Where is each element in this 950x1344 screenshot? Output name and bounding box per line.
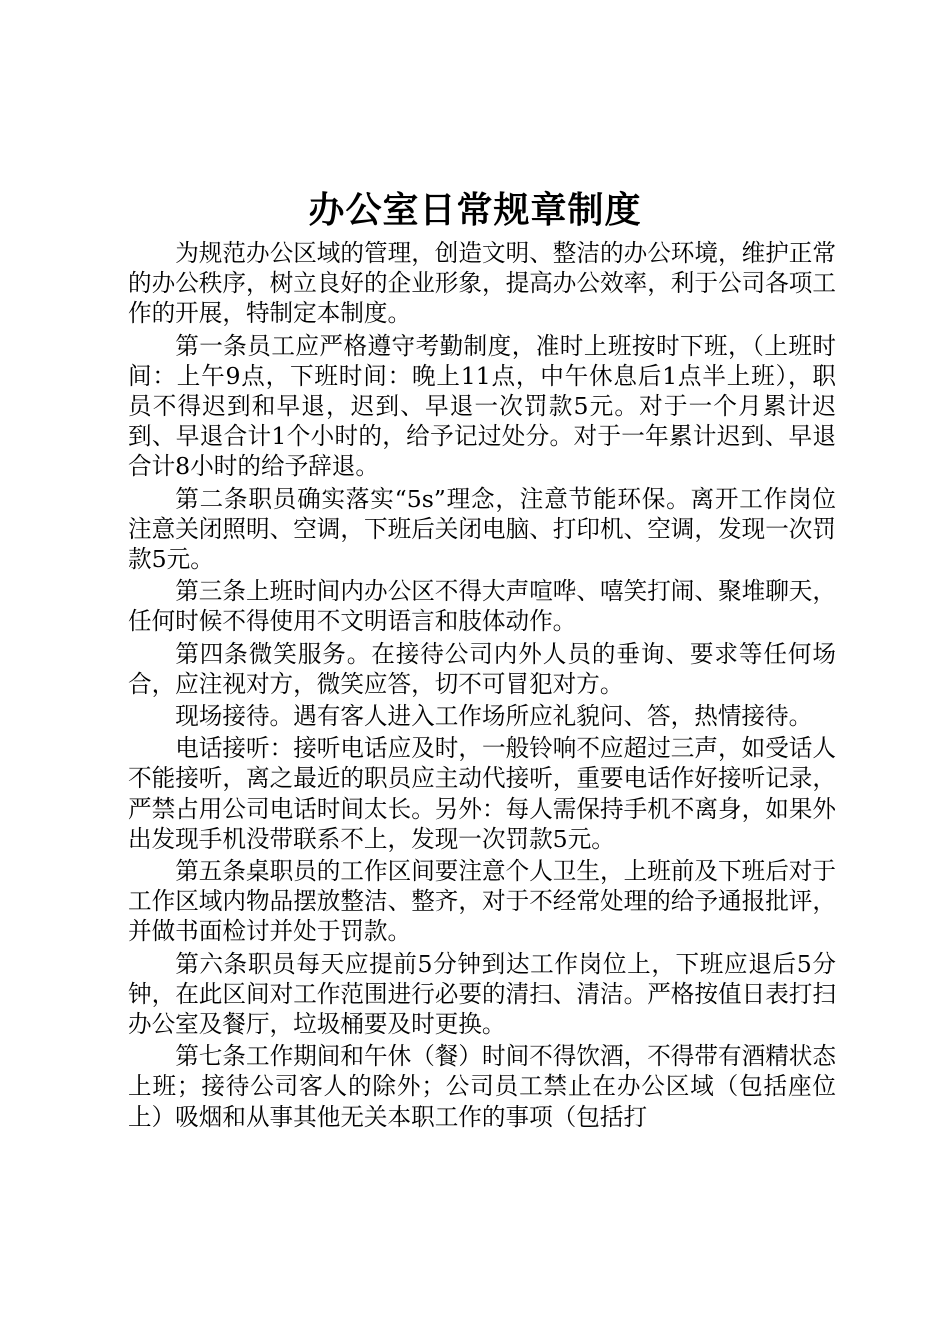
article-1-paragraph: 第一条员工应严格遵守考勤制度，准时上班按时下班，（上班时间：上午9点，下班时间：晚上11点，中午休息后1点半上班），职员不得迟到和早退，迟到、早退一次罚款5元。对于一个月累计迟到、早退合计1个小时的，给予记过处分。对于一年累计迟到、早退合计8小时的给予辞退。 <box>128 331 836 481</box>
article-4-paragraph: 第四条微笑服务。在接待公司内外人员的垂询、要求等任何场合，应注视对方，微笑应答，切不可冒犯对方。 <box>128 639 836 698</box>
article-2-paragraph: 第二条职员确实落实“5s”理念，注意节能环保。离开工作岗位注意关闭照明、空调，下班后关闭电脑、打印机、空调，发现一次罚款5元。 <box>128 484 836 574</box>
phone-paragraph: 电话接听：接听电话应及时，一般铃响不应超过三声，如受话人不能接听，离之最近的职员应主动代接听，重要电话作好接听记录，严禁占用公司电话时间太长。另外：每人需保持手机不离身，如果外出发现手机没带联系不上，发现一次罚款5元。 <box>128 734 836 853</box>
article-7-paragraph: 第七条工作期间和午休（餐）时间不得饮酒，不得带有酒精状态上班；接待公司客人的除外；公司员工禁止在办公区域（包括座位上）吸烟和从事其他无关本职工作的事项（包括打 <box>128 1042 836 1131</box>
document-title: 办公室日常规章制度 <box>308 189 642 231</box>
reception-paragraph: 现场接待。遇有客人进入工作场所应礼貌问、答，热情接待。 <box>175 702 813 731</box>
article-6-paragraph: 第六条职员每天应提前5分钟到达工作岗位上，下班应退后5分钟，在此区间对工作范围进行必要的清扫、清洁。严格按值日表打扫办公室及餐厅，垃圾桶要及时更换。 <box>128 949 836 1039</box>
article-5-paragraph: 第五条桌职员的工作区间要注意个人卫生，上班前及下班后对于工作区域内物品摆放整洁、整齐，对于不经常处理的给予通报批评，并做书面检讨并处于罚款。 <box>128 857 836 946</box>
article-3-paragraph: 第三条上班时间内办公区不得大声喧哗、嘻笑打闹、聚堆聊天，任何时候不得使用不文明语言和肢体动作。 <box>128 577 836 636</box>
intro-paragraph: 为规范办公区域的管理，创造文明、整洁的办公环境，维护正常的办公秩序，树立良好的企业形象，提高办公效率，利于公司各项工作的开展，特制定本制度。 <box>128 239 836 328</box>
document-body <box>128 238 836 1132</box>
